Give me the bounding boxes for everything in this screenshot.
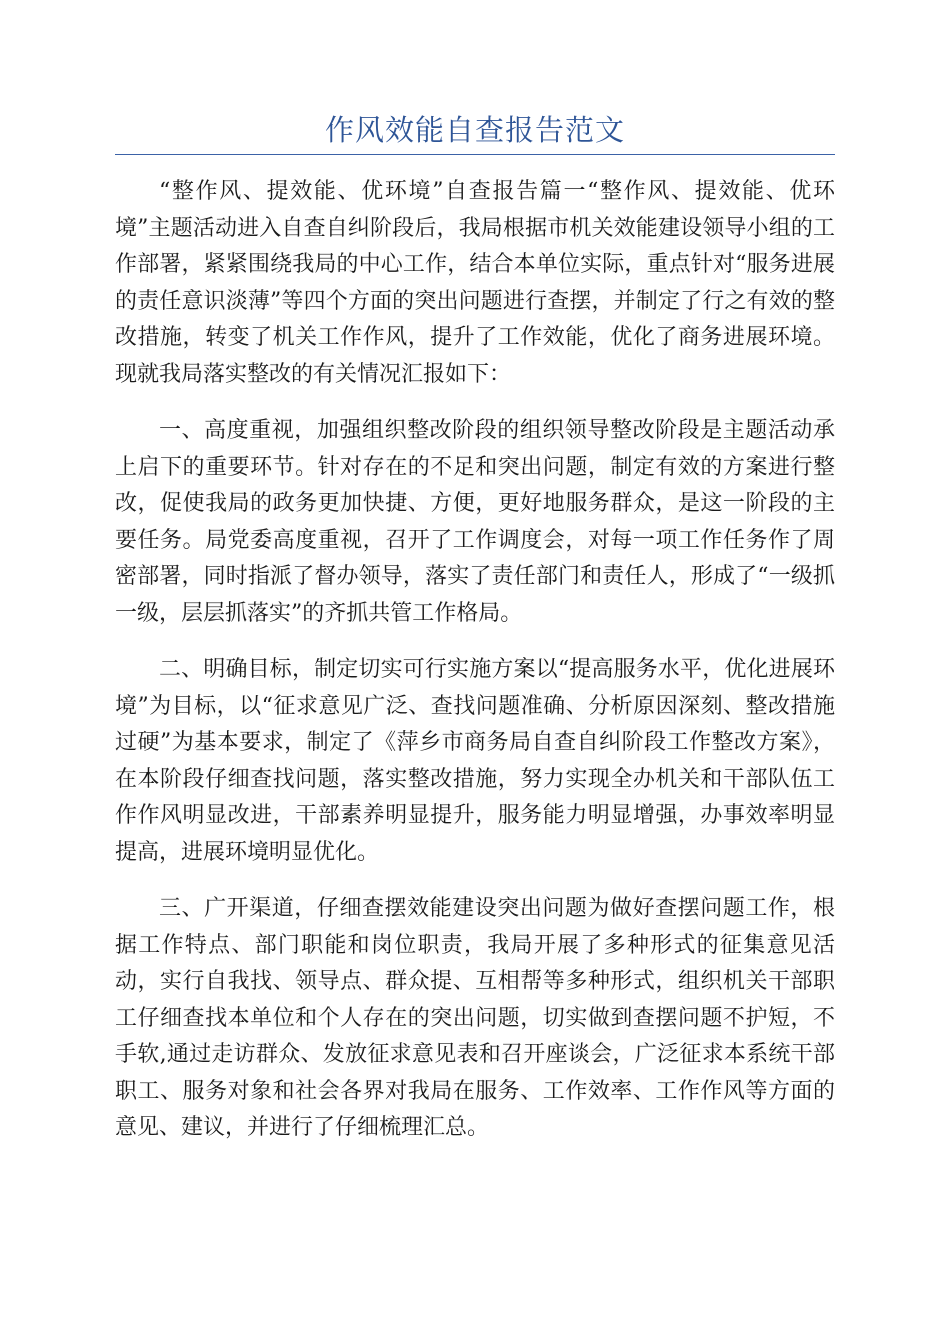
paragraph-section-3: 三、广开渠道，仔细查摆效能建设突出问题为做好查摆问题工作，根据工作特点、部门职能和岗位职责，我局开展了多种形式的征集意见活动，实行自我找、领导点、群众提、互相帮等多种形式，组织机关干部职工仔细查找本单位和个人存在的突出问题，切实做到查摆问题不护短，不手软,通过走访群众、发放征求意见表和召开座谈会，广泛征求本系统干部职工、服务对象和社会各界对我局在服务、工作效率、工作作风等方面的意见、建议，并进行了仔细梳理汇总。	[115, 896, 835, 1140]
title-underline	[115, 154, 835, 155]
document-body	[115, 174, 835, 1167]
document-title: 作风效能自查报告范文	[324, 113, 625, 147]
paragraph-intro: “整作风、提效能、优环境”自查报告篇一“整作风、提效能、优环境”主题活动进入自查自纠阶段后，我局根据市机关效能建设领导小组的工作部署，紧紧围绕我局的中心工作，结合本单位实际，重点针对“服务进展的责任意识淡薄”等四个方面的突出问题进行查摆，并制定了行之有效的整改措施，转变了机关工作作风，提升了工作效能，优化了商务进展环境。现就我局落实整改的有关情况汇报如下：	[115, 179, 835, 387]
paragraph-section-1: 一、高度重视，加强组织整改阶段的组织领导整改阶段是主题活动承上启下的重要环节。针对存在的不足和突出问题，制定有效的方案进行整改，促使我局的政务更加快捷、方便，更好地服务群众，是这一阶段的主要任务。局党委高度重视，召开了工作调度会，对每一项工作任务作了周密部署，同时指派了督办领导，落实了责任部门和责任人，形成了“一级抓一级，层层抓落实”的齐抓共管工作格局。	[115, 418, 835, 626]
paragraph-section-2: 二、明确目标，制定切实可行实施方案以“提高服务水平，优化进展环境”为目标，以“征求意见广泛、查找问题准确、分析原因深刻、整改措施过硬”为基本要求，制定了《萍乡市商务局自查自纠阶段工作整改方案》，在本阶段仔细查找问题，落实整改措施，努力实现全办机关和干部队伍工作作风明显改进，干部素养明显提升，服务能力明显增强，办事效率明显提高，进展环境明显优化。	[115, 657, 835, 865]
